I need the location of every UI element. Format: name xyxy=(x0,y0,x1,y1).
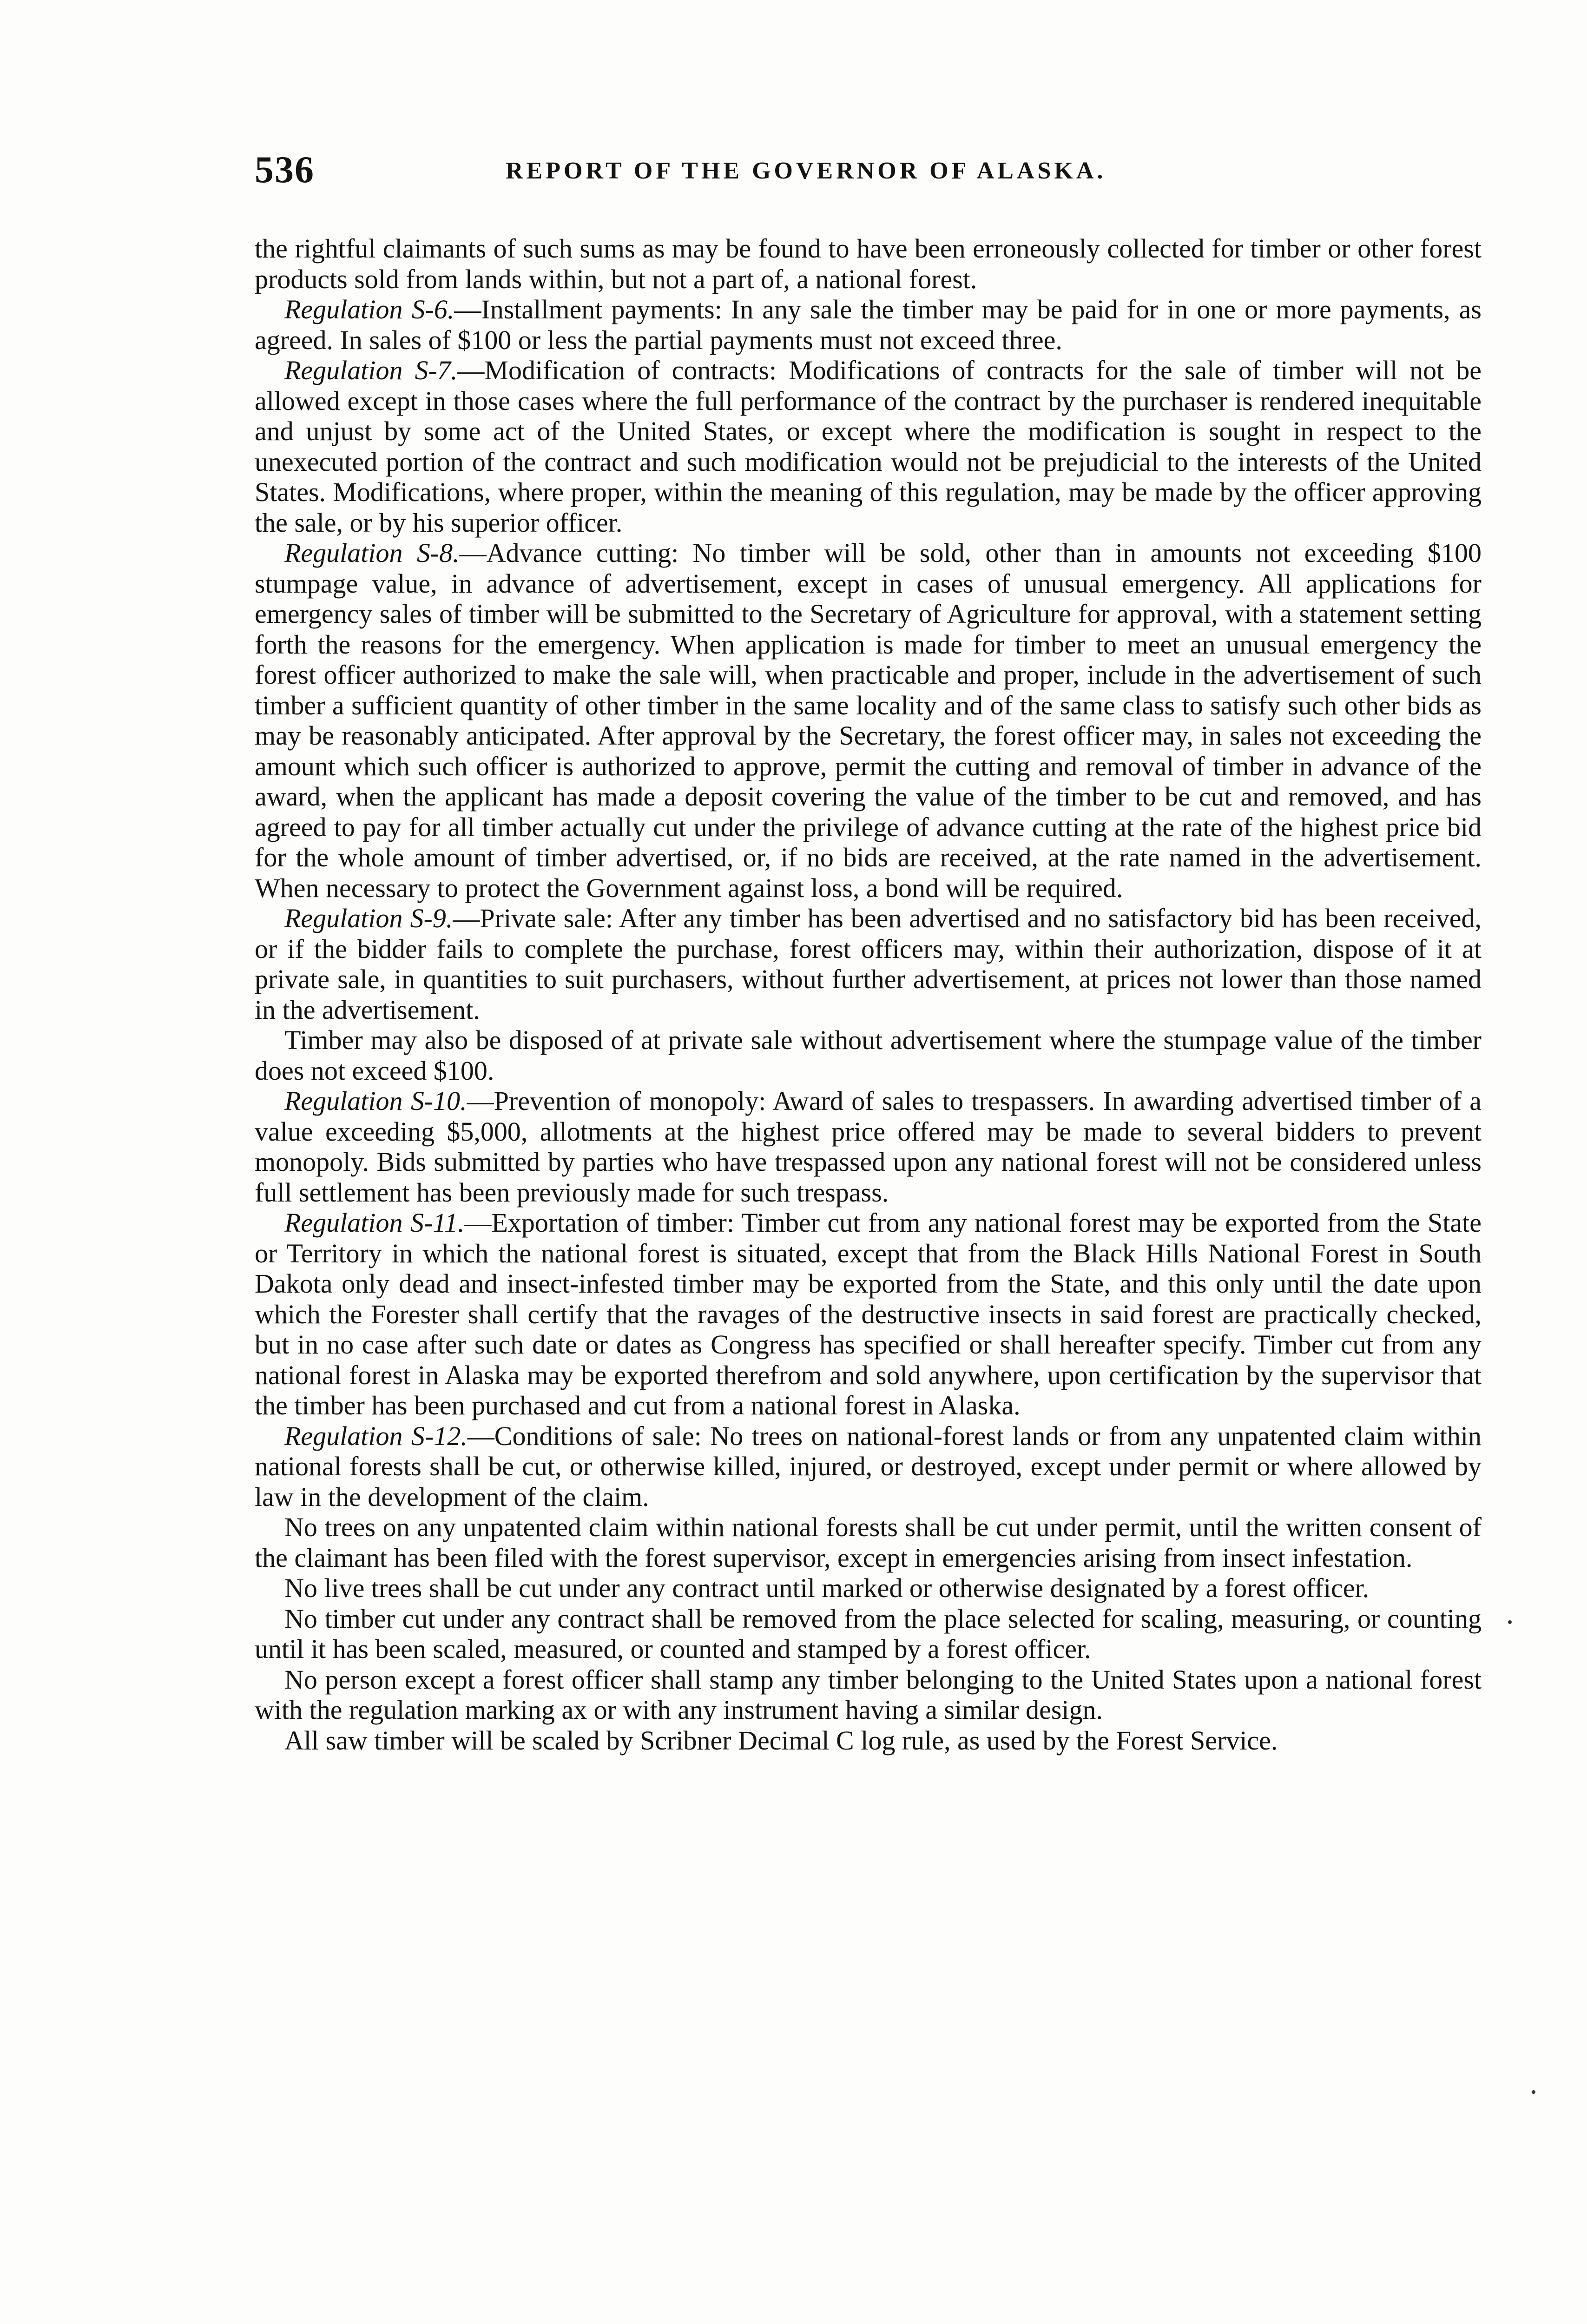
regulation-s10 xyxy=(255,1086,1482,1208)
paragraph-text: All saw timber will be scaled by Scribner Decimal C log rule, as used by the Forest Service. xyxy=(284,1725,1278,1756)
paragraph xyxy=(255,1725,1482,1756)
regulation-label: Regulation S-11. xyxy=(284,1208,465,1238)
regulation-label: Regulation S-10. xyxy=(284,1086,467,1116)
regulation-label: Regulation S-7. xyxy=(284,355,458,385)
paragraph xyxy=(255,1025,1482,1086)
paragraph-continuation xyxy=(255,233,1482,294)
regulation-s12 xyxy=(255,1421,1482,1512)
regulation-s9 xyxy=(255,903,1482,1025)
paragraph xyxy=(255,1573,1482,1604)
paragraph xyxy=(255,1604,1482,1664)
paragraph-text: —Conditions of sale: No trees on national-forest lands or from any unpatented claim within national forests shall be cut, or otherwise killed, injured, or destroyed, except under permit or where allowed by law in the development of the claim. xyxy=(255,1420,1482,1512)
paragraph-text: —Exportation of timber: Timber cut from any national forest may be exported from the State or Territory in which the national forest is situated, except that from the Black Hills National Forest in South Dakota only dead and insect-infested timber may be exported from the State, and this only until the date upon which the Forester shall certify that the ravages of the destructive insects in said forest are practically checked, but in no case after such date or dates as Congress has specified or shall hereafter specify. Timber cut from any national forest in Alaska may be exported therefrom and sold anywhere, upon certification by the supervisor that the timber has been purchased and cut from a national forest in Alaska. xyxy=(255,1208,1482,1420)
paragraph-text: the rightful claimants of such sums as may be found to have been erroneously collected for timber or other forest products sold from lands within, but not a part of, a national forest. xyxy=(255,233,1482,294)
paragraph-text: No trees on any unpatented claim within national forests shall be cut under permit, until the written consent of the claimant has been filed with the forest supervisor, except in emergencies arising from insect infestation. xyxy=(255,1512,1482,1573)
regulation-label: Regulation S-9. xyxy=(284,903,453,933)
scan-speck xyxy=(1532,2090,1535,2094)
regulation-label: Regulation S-12. xyxy=(284,1420,468,1451)
page-header xyxy=(255,148,1482,199)
running-title: REPORT OF THE GOVERNOR OF ALASKA. xyxy=(506,158,1106,184)
paragraph-text: No live trees shall be cut under any contract until marked or otherwise designated by a forest officer. xyxy=(284,1573,1370,1603)
page-number: 536 xyxy=(255,148,315,191)
paragraph-text: —Prevention of monopoly: Award of sales to trespassers. In awarding advertised timber of a value exceeding $5,000, allotments at the highest price offered may be made to several bidders to prevent monopoly. Bids submitted by parties who have trespassed upon any national forest will not be considered unless full settlement has been previously made for such trespass. xyxy=(255,1086,1482,1208)
paragraph-text: No person except a forest officer shall stamp any timber belonging to the United States upon a national forest with the regulation marking ax or with any instrument having a similar design. xyxy=(255,1664,1482,1725)
paragraph-text: —Advance cutting: No timber will be sold, other than in amounts not exceeding $100 stumpage value, in advance of advertisement, except in cases of unusual emergency. All applications for emergency sales of timber will be submitted to the Secretary of Agriculture for approval, with a statement setting forth the reasons for the emergency. When application is made for timber to meet an unusual emergency the forest officer authorized to make the sale will, when practicable and proper, include in the advertisement of such timber a sufficient quantity of other timber in the same locality and of the same class to satisfy such other bids as may be reasonably anticipated. After approval by the Secretary, the forest officer may, in sales not exceeding the amount which such officer is authorized to approve, permit the cutting and removal of timber in advance of the award, when the applicant has made a deposit covering the value of the timber to be cut and removed, and has agreed to pay for all timber actually cut under the privilege of advance cutting at the rate of the highest price bid for the whole amount of timber advertised, or, if no bids are received, at the rate named in the advertisement. When necessary to protect the Government against loss, a bond will be required. xyxy=(255,538,1482,903)
scan-speck xyxy=(1508,1620,1512,1624)
paragraph-text: —Installment payments: In any sale the timber may be paid for in one or more payments, as agreed. In sales of $100 or less the partial payments must not exceed three. xyxy=(255,294,1482,355)
paragraph-text: Timber may also be disposed of at private sale without advertisement where the stumpage value of the timber does not exceed $100. xyxy=(255,1025,1482,1086)
paragraph xyxy=(255,1512,1482,1573)
paragraph-text: No timber cut under any contract shall be removed from the place selected for scaling, measuring, or counting until it has been scaled, measured, or counted and stamped by a forest officer. xyxy=(255,1603,1482,1664)
body-text xyxy=(255,233,1482,1756)
paragraph-text: —Private sale: After any timber has been advertised and no satisfactory bid has been received, or if the bidder fails to complete the purchase, forest officers may, within their authorization, dispose of it at private sale, in quantities to suit purchasers, without further advertisement, at prices not lower than those named in the advertisement. xyxy=(255,903,1482,1025)
regulation-label: Regulation S-6. xyxy=(284,294,454,324)
paragraph xyxy=(255,1664,1482,1725)
paragraph-text: —Modification of contracts: Modifications of contracts for the sale of timber will not be allowed except in those cases where the full performance of the contract by the purchaser is rendered inequitable and unjust by some act of the United States, or except where the modification is sought in respect to the unexecuted portion of the contract and such modification would not be prejudicial to the interests of the United States. Modifications, where proper, within the meaning of this regulation, may be made by the officer approving the sale, or by his superior officer. xyxy=(255,355,1482,538)
regulation-s6 xyxy=(255,294,1482,355)
regulation-s8 xyxy=(255,538,1482,903)
regulation-label: Regulation S-8. xyxy=(284,538,460,568)
regulation-s7 xyxy=(255,355,1482,538)
regulation-s11 xyxy=(255,1208,1482,1421)
